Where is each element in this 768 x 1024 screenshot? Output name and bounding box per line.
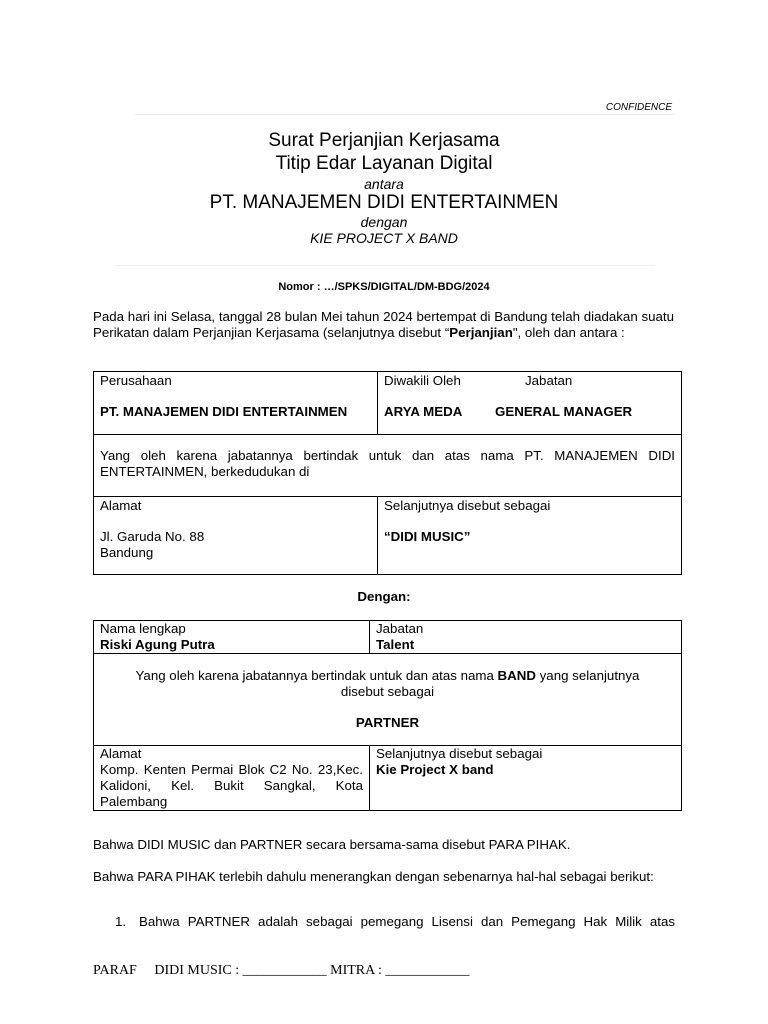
disebut2-cell: [370, 746, 682, 811]
alamat2-cell: [94, 746, 370, 811]
perusahaan-cell: [94, 372, 378, 435]
header-divider: [135, 114, 675, 115]
party2-table: [93, 620, 682, 811]
band-term: BAND: [497, 668, 536, 683]
jabatan-label: Jabatan: [525, 373, 573, 388]
disebut2-value: Kie Project X band: [376, 762, 494, 777]
title-antara: antara: [364, 176, 404, 192]
alamat2-value: Komp. Kenten Permai Blok C2 No. 23,Kec. Kalidoni, Kel. Bukit Sangkal, Kota Palembang: [100, 762, 363, 809]
party2-statement: Yang oleh karena jabatannya bertindak untuk dan atas nama BAND yang selanjutnya disebut sebagai PARTNER: [94, 654, 682, 746]
jabatan2-label: Jabatan: [376, 621, 424, 636]
list-number: 1.: [115, 914, 127, 929]
title-divider: [115, 265, 655, 266]
intro-paragraph: Pada hari ini Selasa, tanggal 28 bulan Mei tahun 2024 bertempat di Bandung telah diadakan suatu Perikatan dalam Perjanjian Kerjasama (selanjutnya disebut “Perjanjian", oleh dan antara :: [93, 309, 674, 340]
menerangkan-paragraph: Bahwa PARA PIHAK terlebih dahulu menerangkan dengan sebenarnya hal-hal sebagai berikut:: [93, 869, 654, 884]
partner-role: PARTNER: [355, 715, 420, 730]
alamat-line2: Bandung: [100, 545, 154, 560]
alamat-label: Alamat: [100, 498, 142, 513]
document-subtitle: Titip Edar Layanan Digital: [275, 153, 493, 174]
disebut2-label: Selanjutnya disebut sebagai: [376, 746, 543, 761]
intro-bold-term: Perjanjian: [449, 325, 513, 340]
nama-value: Riski Agung Putra: [100, 637, 215, 652]
disebut-cell: [378, 497, 682, 575]
jabatan-value: GENERAL MANAGER: [495, 404, 633, 419]
title-company: PT. MANAJEMEN DIDI ENTERTAINMEN: [209, 192, 559, 213]
nama-cell: [94, 621, 370, 654]
diwakili-label: Diwakili Oleh: [384, 373, 461, 388]
alamat2-label: Alamat: [100, 746, 142, 761]
document-title: Surat Perjanjian Kerjasama: [268, 130, 500, 151]
perusahaan-label: Perusahaan: [100, 373, 172, 388]
jabatan2-value: Talent: [376, 637, 415, 652]
title-dengan: dengan: [360, 214, 408, 230]
alamat-line1: Jl. Garuda No. 88: [100, 529, 205, 544]
document-number: Nomor : …/SPKS/DIGITAL/DM-BDG/2024: [278, 281, 490, 293]
jabatan-cell: [370, 621, 682, 654]
perusahaan-value: PT. MANAJEMEN DIDI ENTERTAINMEN: [100, 404, 348, 419]
confidence-label: CONFIDENCE: [605, 102, 672, 113]
disebut-label: Selanjutnya disebut sebagai: [384, 498, 551, 513]
list-text: Bahwa PARTNER adalah sebagai pemegang Lisensi dan Pemegang Hak Milik atas: [139, 914, 675, 929]
dengan-heading: Dengan:: [357, 589, 411, 604]
para-pihak-paragraph: Bahwa DIDI MUSIC dan PARTNER secara bersama-sama disebut PARA PIHAK.: [93, 837, 571, 852]
nama-label: Nama lengkap: [100, 621, 186, 636]
diwakili-value: ARYA MEDA: [384, 404, 463, 419]
party1-table: [93, 371, 682, 575]
title-band: KIE PROJECT X BAND: [310, 230, 458, 246]
alamat-cell: [94, 497, 378, 575]
paraf-footer: PARAF DIDI MUSIC : ____________ MITRA : ____________: [93, 963, 470, 978]
party1-statement: Yang oleh karena jabatannya bertindak untuk dan atas nama PT. MANAJEMEN DIDI ENTERTAINMEN, berkedudukan di: [94, 435, 682, 497]
disebut-value: “DIDI MUSIC”: [384, 529, 471, 544]
diwakili-cell: [378, 372, 682, 435]
